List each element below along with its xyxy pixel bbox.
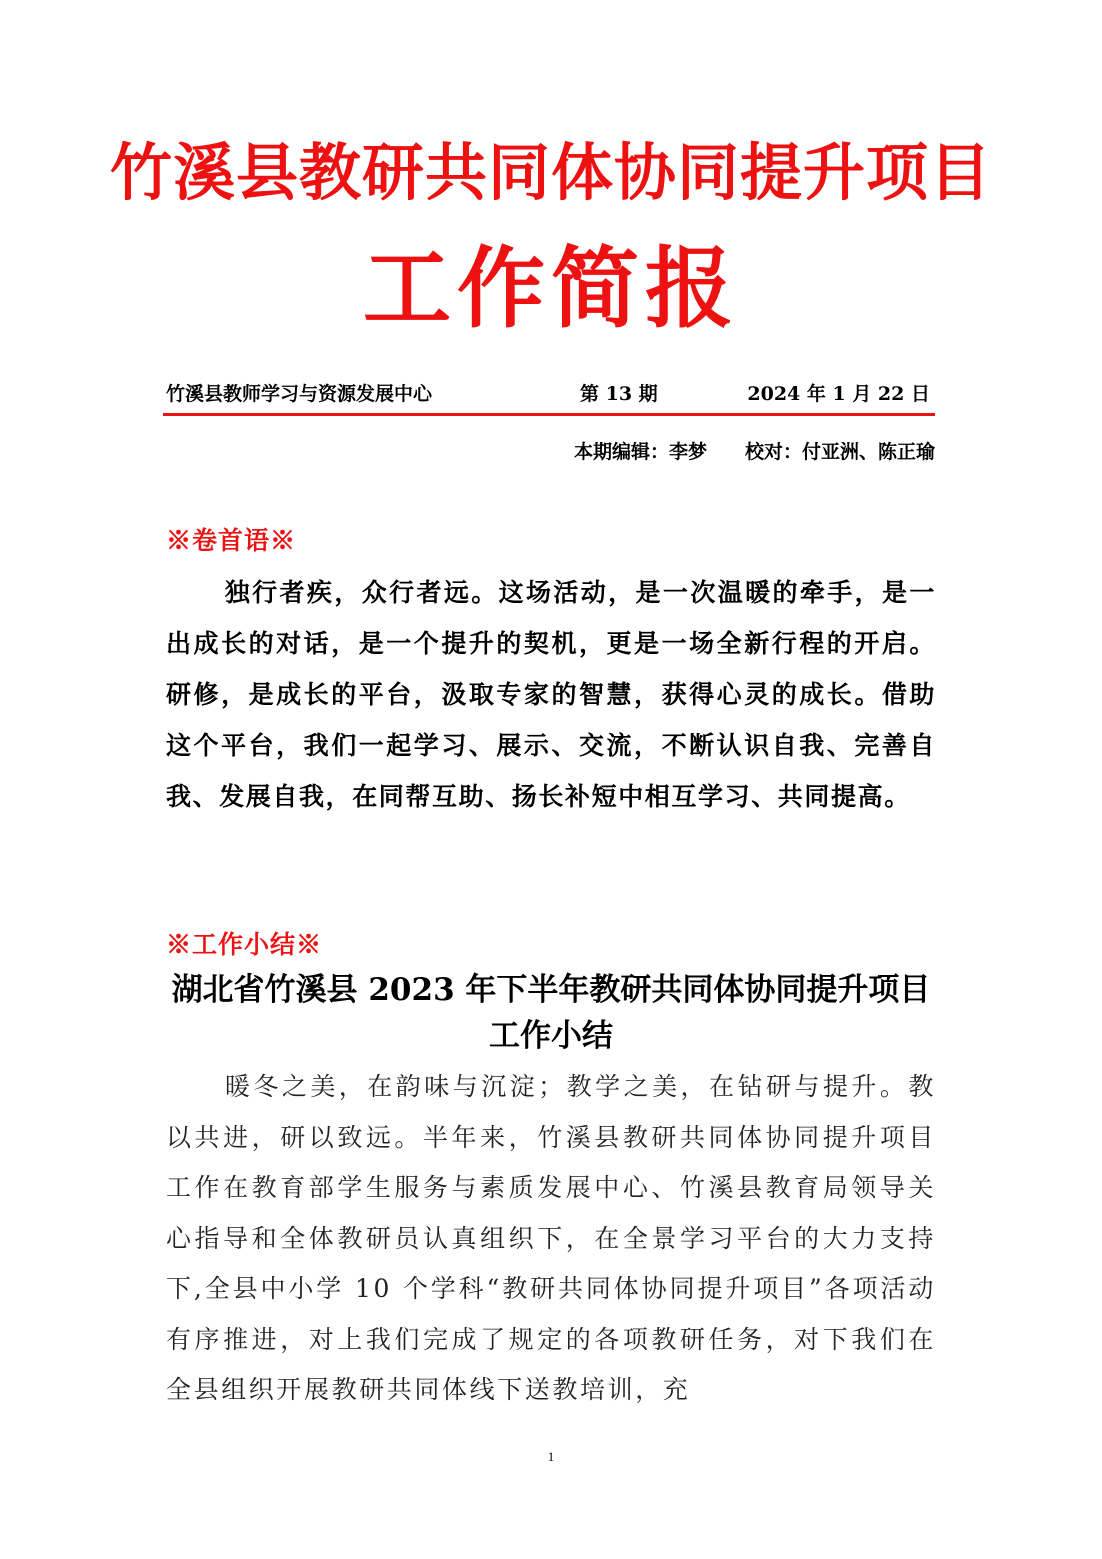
editor-name: 本期编辑：李梦 [573,441,707,463]
publisher-organization: 竹溪县教师学习与资源发展中心 [166,383,433,405]
editor-credits [574,437,935,467]
proofreader-names: 校对：付亚洲、陈正瑜 [744,441,935,463]
summary-heading: ※工作小结※ [166,930,323,959]
preface-text: 独行者疾，众行者远。这场活动，是一次温暖的牵手，是一出成长的对话，是一个提升的契机，更是一场全新行程的开启。研修，是成长的平台，汲取专家的智慧，获得心灵的成长。借助这个平台，我们一起学习、展示、交流，不断认识自我、完善自我、发展自我，在同帮互助、扬长补短中相互学习、共同提高。 [166,578,936,811]
red-divider-line [163,413,935,416]
summary-title: 湖北省竹溪县 2023 年下半年教研共同体协同提升项目工作小结 [171,972,931,1054]
issue-meta-row [166,380,934,408]
page-number: 1 [547,1449,555,1464]
issue-date: 2024 年 1 月 22 日 [747,383,930,405]
preface-paragraph [166,567,936,822]
document-title-line2: 工作简报 [362,236,739,340]
issue-number: 第 13 期 [580,383,658,405]
summary-paragraph [166,1062,936,1416]
document-title-line1: 竹溪县教研共同体协同提升项目 [109,136,992,209]
preface-heading: ※卷首语※ [166,526,297,555]
summary-text: 暖冬之美，在韵味与沉淀；教学之美，在钻研与提升。教以共进，研以致远。半年来，竹溪县教研共同体协同提升项目工作在教育部学生服务与素质发展中心、竹溪县教育局领导关心指导和全体教研员认真组织下，在全景学习平台的大力支持下,全县中小学 10 个学科“教研共同体协同提升项目”各项活动有序推进，对上我们完成了规定的各项教研任务，对下我们在全县组织开展教研共同体线下送教培训，充 [166,1072,936,1404]
